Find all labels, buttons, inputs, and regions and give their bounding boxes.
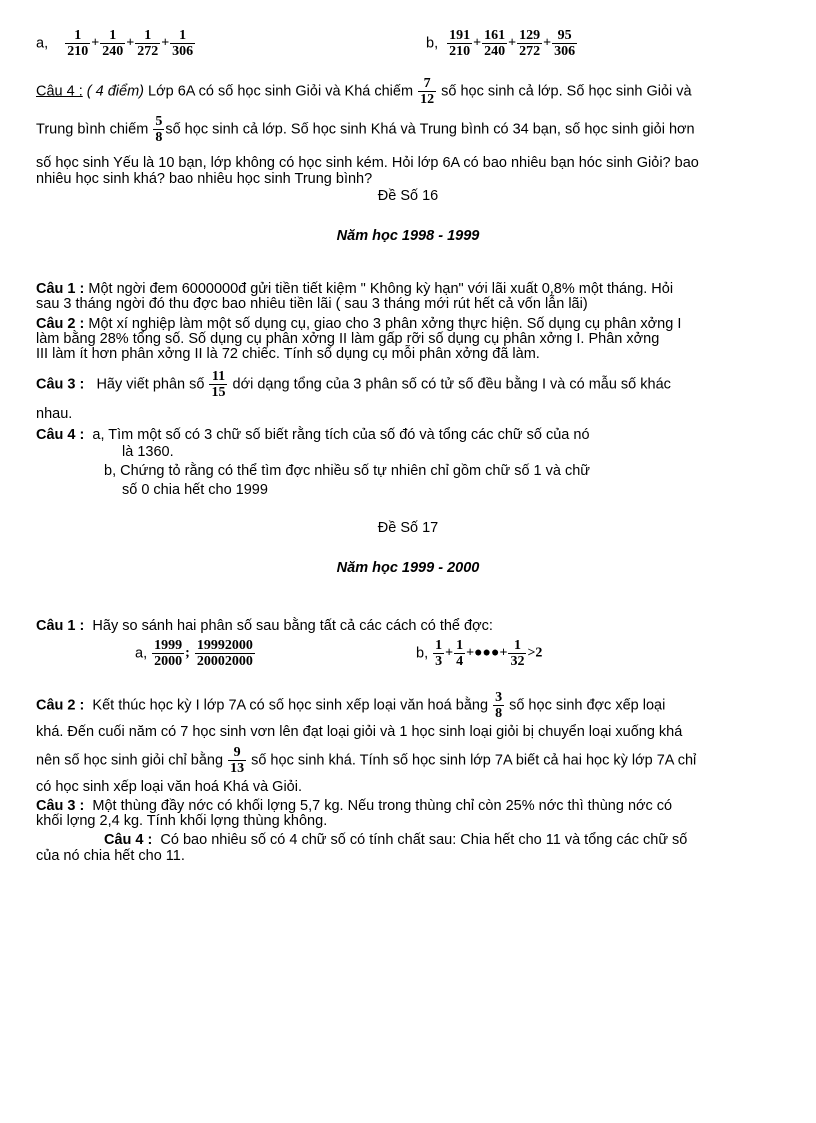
fraction: $\frac{1}{210}$: [67, 28, 89, 59]
question-label: Câu 2 :: [36, 316, 85, 332]
de16-cau2-line2: làm bằng 28% tổng số. Số dụng cụ phân xởng II làm gấp rỡi số dụng cụ phân xởng I. Phân xởng: [36, 331, 660, 347]
top-expression-b: b, $\frac{191}{210}$ + $\frac{161}{240}$ + $\frac{129}{272}$ + $\frac{95}{306}$: [426, 28, 576, 59]
exam-title-17: Đề Số 17: [377, 520, 439, 536]
label-a: a,: [36, 35, 49, 52]
fraction: $\frac{1}{3}$: [435, 638, 443, 669]
fraction: $\frac{1}{272}$: [137, 28, 159, 59]
de17-cau1-a: a, $\frac{1999}{2000}$ ; $\frac{19992000}{20002000}$: [135, 638, 253, 669]
prev-cau4-line2: Trung bình chiếm $\frac{5}{8}$ số học sinh cả lớp. Số học sinh Khá và Trung bình có 34 bạn, số học sinh giỏi hơn: [36, 114, 695, 145]
de16-cau1-line1: Câu 1 : Một ngời đem 6000000đ gửi tiền tiết kiệm " Không kỳ hạn" với lãi xuất 0,8% một tháng. Hỏi: [36, 281, 674, 297]
de17-cau2-line2: khá. Đến cuối năm có 7 học sinh vơn lên đạt loại giỏi và 1 học sinh loại giỏi bị chuyển loại xuống khá: [36, 724, 683, 740]
fraction: $\frac{1}{240}$: [102, 28, 124, 59]
prev-cau4-line4: nhiêu học sinh khá? bao nhiêu học sinh Trung bình?: [36, 171, 373, 187]
de16-cau3-line2: nhau.: [36, 406, 73, 422]
de17-cau3-line2: khối lợng 2,4 kg. Tính khối lợng thùng không.: [36, 813, 328, 829]
fraction: $\frac{3}{8}$: [495, 690, 503, 721]
school-year-17: Năm học 1999 - 2000: [336, 560, 480, 576]
de16-cau4-line4: số 0 chia hết cho 1999: [122, 482, 268, 498]
de17-cau4-line2: của nó chia hết cho 11.: [36, 848, 185, 864]
question-label: Câu 1 :: [36, 618, 85, 634]
points: ( 4 điểm): [86, 83, 144, 100]
fraction: $\frac{161}{240}$: [484, 28, 506, 59]
fraction: $\frac{11}{15}$: [211, 369, 226, 400]
fraction: $\frac{191}{210}$: [449, 28, 471, 59]
fraction: $\frac{129}{272}$: [519, 28, 541, 59]
de17-cau3-line1: Câu 3 : Một thùng đầy nớc có khối lợng 5,7 kg. Nếu trong thùng chỉ còn 25% nớc thì thùng nớc có: [36, 798, 673, 814]
question-label: Câu 3 :: [36, 798, 85, 814]
fraction: $\frac{1}{306}$: [172, 28, 194, 59]
de16-cau4-line3: b, Chứng tỏ rằng có thể tìm đợc nhiều số tự nhiên chỉ gồm chữ số 1 và chữ: [104, 463, 591, 479]
prev-cau4-line3: số học sinh Yếu là 10 bạn, lớp không có học sinh kém. Hỏi lớp 6A có bao nhiêu bạn hóc sinh Giỏi? bao: [36, 155, 699, 171]
de17-cau2-line4: có học sinh xếp loại văn hoá Khá và Giỏi.: [36, 779, 302, 795]
top-expression-a: a, $\frac{1}{210}$ + $\frac{1}{240}$ + $\frac{1}{272}$ + $\frac{1}{306}$: [36, 28, 194, 59]
de17-cau2-line1: Câu 2 : Kết thúc học kỳ I lớp 7A có số học sinh xếp loại văn hoá bằng $\frac{3}{8}$ số học sinh đợc xếp loại: [36, 690, 666, 721]
exam-title-16: Đề Số 16: [377, 188, 439, 204]
question-label: Câu 2 :: [36, 697, 85, 714]
fraction: $\frac{1}{4}$: [456, 638, 464, 669]
label-b: b,: [426, 35, 439, 52]
fraction: $\frac{19992000}{20002000}$: [196, 638, 253, 669]
fraction: $\frac{1999}{2000}$: [154, 638, 183, 669]
de16-cau2-line1: Câu 2 : Một xí nghiệp làm một số dụng cụ, giao cho 3 phân xởng thực hiện. Số dụng cụ phân xởng I: [36, 316, 682, 332]
de17-cau2-line3: nên số học sinh giỏi chỉ bằng $\frac{9}{13}$ số học sinh khá. Tính số học sinh lớp 7A biết cả hai học kỳ lớp 7A chỉ: [36, 745, 697, 776]
fraction: $\frac{95}{306}$: [554, 28, 576, 59]
fraction: $\frac{9}{13}$: [230, 745, 245, 776]
fraction: $\frac{5}{8}$: [155, 114, 163, 145]
de16-cau4-line1: Câu 4 : a, Tìm một số có 3 chữ số biết rằng tích của số đó và tổng các chữ số của nó: [36, 427, 590, 443]
fraction: $\frac{1}{32}$: [510, 638, 525, 669]
school-year-16: Năm học 1998 - 1999: [336, 228, 480, 244]
de16-cau1-line2: sau 3 tháng ngời đó thu đợc bao nhiêu tiền lãi ( sau 3 tháng mới rút hết cả vốn lẫn lãi): [36, 296, 588, 312]
de17-cau4-line1: Câu 4 : Có bao nhiêu số có 4 chữ số có tính chất sau: Chia hết cho 11 và tổng các chữ số: [104, 832, 688, 848]
question-label: Câu 4 :: [104, 832, 153, 848]
fraction: $\frac{7}{12}$: [420, 76, 435, 107]
question-label: Câu 4 :: [36, 427, 85, 443]
question-label: Câu 3 :: [36, 376, 85, 393]
de16-cau2-line3: III làm ít hơn phân xởng II là 72 chiếc. Tính số dụng cụ mỗi phân xởng đã làm.: [36, 346, 540, 362]
de17-cau1-line1: Câu 1 : Hãy so sánh hai phân số sau bằng tất cả các cách có thể đợc:: [36, 618, 493, 634]
question-label: Câu 1 :: [36, 281, 85, 297]
de17-cau1-b: b, $\frac{1}{3}$ + $\frac{1}{4}$ +●●●+ $\frac{1}{32}$ >2: [416, 638, 543, 669]
question-label: Câu 4 :: [36, 83, 83, 100]
de16-cau4-line2: là 1360.: [122, 444, 174, 460]
de16-cau3-line1: Câu 3 : Hãy viết phân số $\frac{11}{15}$ dới dạng tổng của 3 phân số có tử số đều bằng I và có mẫu số khác: [36, 369, 671, 400]
prev-cau4-line1: Câu 4 : ( 4 điểm) Lớp 6A có số học sinh Giỏi và Khá chiếm $\frac{7}{12}$ số học sinh cả lớp. Số học sinh Giỏi và: [36, 76, 692, 107]
